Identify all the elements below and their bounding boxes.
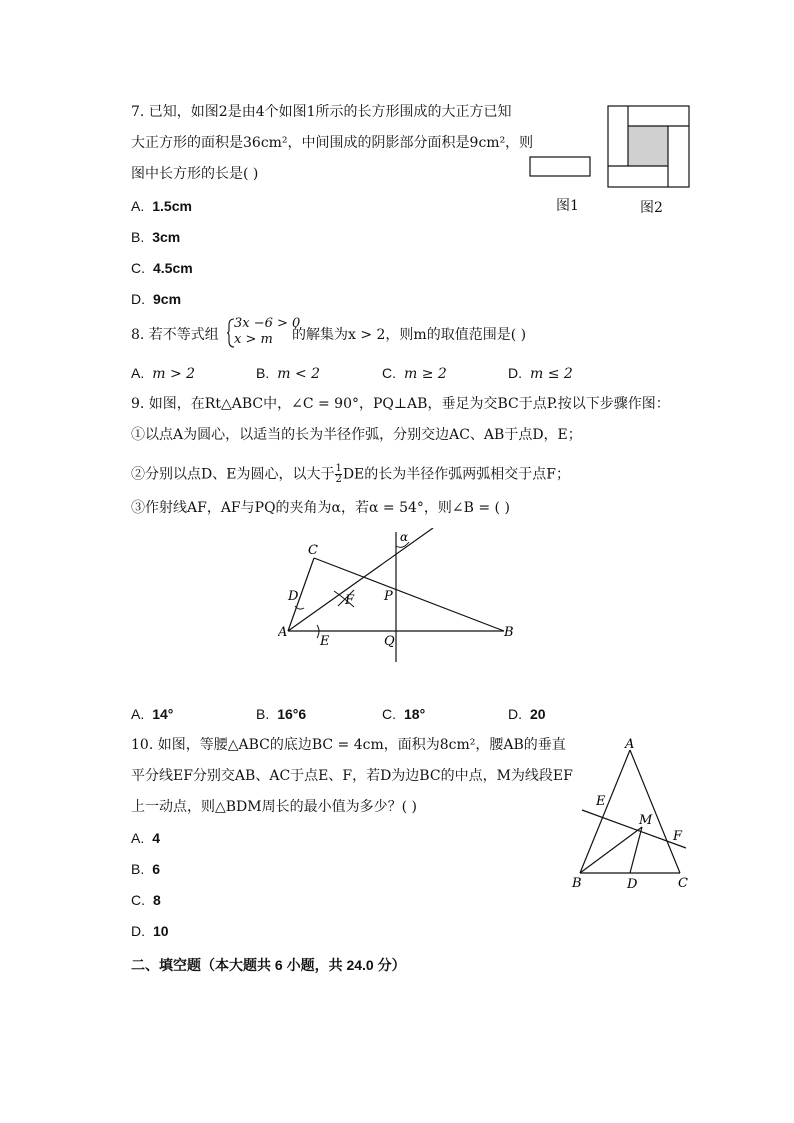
q7-option-c[interactable] xyxy=(131,259,193,278)
label-p: P xyxy=(384,589,393,604)
q8-system-line1: 3x −6 > 0 xyxy=(234,316,301,331)
label-m: M xyxy=(639,813,653,828)
option-label: D. xyxy=(508,706,522,722)
option-value: 18° xyxy=(404,706,426,722)
q10-option-c[interactable] xyxy=(131,891,161,910)
q10-figure xyxy=(566,736,696,896)
option-value: 20 xyxy=(530,706,546,722)
option-label: C. xyxy=(382,365,396,381)
option-value: 9cm xyxy=(153,291,182,307)
q10-option-b[interactable] xyxy=(131,860,160,879)
q10-line2: 平分线EF分别交AB、AC于点E、F，若D为边BC的中点，M为线段EF xyxy=(131,768,573,784)
label-c: C xyxy=(678,876,688,891)
option-label: C. xyxy=(131,892,145,908)
option-value: m < 2 xyxy=(277,366,321,382)
section-heading-fill-in: 二、填空题（本大题共 6 小题，共 24.0 分） xyxy=(131,957,406,973)
q8-prefix: 8. 若不等式组 xyxy=(131,327,219,343)
label-f: F xyxy=(673,829,683,844)
label-b: B xyxy=(504,625,514,640)
q9-option-a[interactable] xyxy=(131,705,173,724)
label-d: D xyxy=(627,877,638,892)
q10-option-d[interactable] xyxy=(131,922,169,941)
label-a: A xyxy=(278,625,288,640)
label-q: Q xyxy=(384,634,395,649)
q7-figure-1 xyxy=(528,155,592,179)
q9-line1: 9. 如图，在Rt△ABC中，∠C = 90°，PQ⊥AB，垂足为交BC于点P.按以下步骤作图： xyxy=(131,396,670,412)
q8-system-line2: x > m xyxy=(234,332,273,347)
q10-line1: 10. 如图，等腰△ABC的底边BC = 4cm，面积为8cm²，腰AB的垂直 xyxy=(131,737,566,753)
q7-line2: 大正方形的面积是36cm²，中间围成的阴影部分面积是9cm²，则 xyxy=(131,135,534,151)
q9-figure xyxy=(278,528,518,678)
fraction-denominator: 2 xyxy=(335,474,342,485)
option-value: 4.5cm xyxy=(153,260,193,276)
q8-option-c[interactable] xyxy=(382,364,447,383)
option-label: D. xyxy=(131,291,145,307)
option-value: 14° xyxy=(152,706,174,722)
q8-option-a[interactable] xyxy=(131,364,195,383)
option-label: B. xyxy=(131,229,145,245)
label-b: B xyxy=(572,876,582,891)
q8-option-b[interactable] xyxy=(256,364,320,383)
option-label: B. xyxy=(256,365,270,381)
q7-fig2-caption: 图2 xyxy=(640,200,663,216)
q7-option-d[interactable] xyxy=(131,290,181,309)
option-label: D. xyxy=(508,365,522,381)
q9-option-c[interactable] xyxy=(382,705,425,724)
option-value: 8 xyxy=(153,892,161,908)
option-label: C. xyxy=(382,706,396,722)
label-e: E xyxy=(596,794,606,809)
q9-step3: ③作射线AF，AF与PQ的夹角为α，若α = 54°，则∠B = ( ) xyxy=(131,500,510,516)
option-label: D. xyxy=(131,923,145,939)
q8-suffix: 的解集为x > 2，则m的取值范围是( ) xyxy=(292,327,527,343)
option-label: A. xyxy=(131,198,145,214)
label-alpha: α xyxy=(400,530,409,544)
option-value: m ≥ 2 xyxy=(404,366,447,382)
q10-option-a[interactable] xyxy=(131,829,160,848)
option-label: C. xyxy=(131,260,145,276)
option-value: 1.5cm xyxy=(152,198,192,214)
option-label: A. xyxy=(131,365,145,381)
q9-fraction xyxy=(335,464,341,485)
q8-option-d[interactable] xyxy=(508,364,573,383)
q9-option-b[interactable] xyxy=(256,705,306,724)
q9-step2-end: DE的长为半径作弧两弧相交于点F； xyxy=(342,466,570,483)
q9-step2 xyxy=(131,464,570,485)
option-value: 3cm xyxy=(152,229,181,245)
label-c: C xyxy=(308,543,318,558)
option-value: m > 2 xyxy=(152,366,196,382)
q7-line3: 图中长方形的长是( ) xyxy=(131,166,259,182)
option-value: 6 xyxy=(152,861,161,877)
option-label: B. xyxy=(131,861,145,877)
option-label: A. xyxy=(131,830,145,846)
option-value: 10 xyxy=(153,923,169,939)
option-value: 4 xyxy=(152,830,161,846)
q9-step1: ①以点A为圆心，以适当的长为半径作弧，分别交边AC、AB于点D，E； xyxy=(131,427,582,443)
q7-option-b[interactable] xyxy=(131,228,180,247)
label-a: A xyxy=(625,737,635,752)
option-value: m ≤ 2 xyxy=(530,366,573,382)
q7-figure-2 xyxy=(606,104,692,190)
q7-fig1-caption: 图1 xyxy=(556,198,579,214)
q10-line3: 上一动点，则△BDM周长的最小值为多少？( ) xyxy=(131,799,417,815)
fraction-numerator: 1 xyxy=(335,463,342,474)
label-d: D xyxy=(288,589,299,604)
option-value: 16°6 xyxy=(277,706,307,722)
option-label: B. xyxy=(256,706,270,722)
q7-option-a[interactable] xyxy=(131,197,192,216)
label-f: F xyxy=(345,593,355,608)
option-label: A. xyxy=(131,706,145,722)
q9-option-d[interactable] xyxy=(508,705,546,724)
q9-step2-start: ②分别以点D、E为圆心，以大于 xyxy=(131,466,335,483)
q7-line1: 7. 已知，如图2是由4个如图1所示的长方形围成的大正方已知 xyxy=(131,104,512,120)
label-e: E xyxy=(320,634,330,649)
